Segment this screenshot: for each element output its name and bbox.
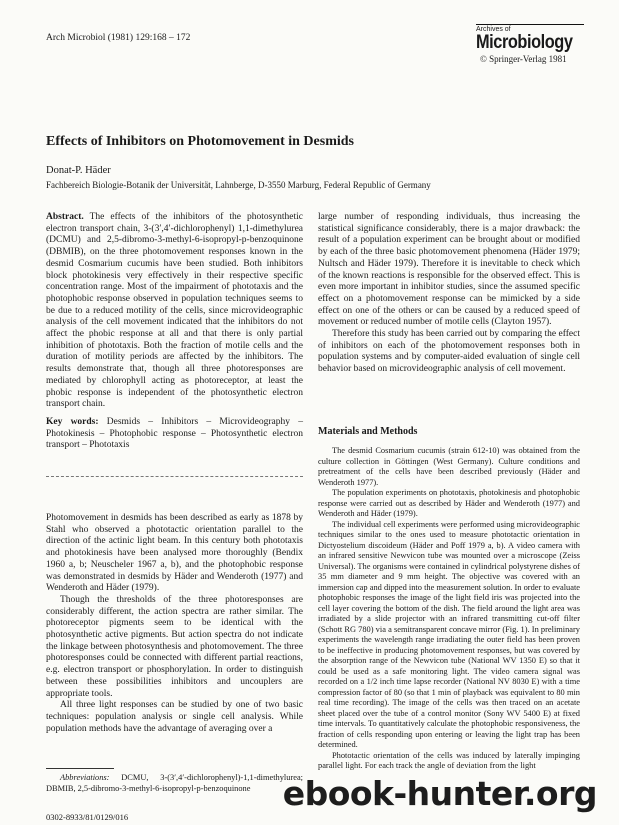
intro-paragraph-2: Though the thresholds of the three photoresponses are considerably different, the action spectra are rather similar. The photoreceptor pigments seem to be identical with the photosynthetic active pigments. But action spectra do not indicate the linkage between photosynthesis and photomovement. The three photoresponses could be connected with different partial reactions, e.g. electron transport or phosphorylation. In order to distinguish between these possibilities inhibitors and uncouplers are appropriate tools. <box>46 594 303 699</box>
article-author: Donat-P. Häder <box>46 165 111 176</box>
abstract-text: The effects of the inhibitors of the photosynthetic electron transport chain, 3-(3′,4′-dichlorophenyl) 1,1-dimethylurea (DCMU) and 2,5-dibromo-3-methyl-6-isopropyl-p-benzoquinone (DBMIB), on the three photomovement responses known in the desmid Cosmarium cucumis have been studied. Both inhibitors block photokinesis very effectively in their respective specific concentration range. Most of the impairment of phototaxis and the photophobic response observed in population techniques seems to be due to a reduced motility of the cells, since microvideographic analysis of the cell movement indicated that the inhibitors do not affect the phobic response at all and that there is only partial inhibition of phototaxis. Both the fraction of motile cells and the duration of motility periods are affected by the inhibitors. The results demonstrate that, though all three photoresponses are mediated by chlorophyll acting as photoreceptor, at least the phobic response is independent of the photosynthetic electron transport chain. <box>46 212 303 410</box>
footnote-rule <box>46 768 114 769</box>
abstract-section <box>46 212 303 452</box>
methods-paragraph-4: Phototactic orientation of the cells was induced by laterally impinging parallel light. For each track the angle of deviation from the light <box>318 750 580 770</box>
issn-code: 0302-8933/81/0129/016 <box>46 812 129 822</box>
copyright-notice: © Springer-Verlag 1981 <box>480 54 567 64</box>
methods-paragraph-1: The desmid Cosmarium cucumis (strain 612-10) was obtained from the culture collection in Göttingen (West Germany). Culture conditions and pretreatment of the cells have been described previously (Häder and Wenderoth 1977). <box>318 446 580 487</box>
journal-logo <box>476 24 584 52</box>
intro-paragraph-4: large number of responding individuals, thus increasing the statistical significance considerably, there is a major drawback: the result of a population experiment can be brought about or modified by each of the three basic photomovement phenomena (Häder 1979; Nultsch and Häder 1979). Therefore it is inevitable to check which of the known reactions is responsible for the observed effect. This is even more important in inhibitor studies, since the assumed specific effect on a photomovement response can be mimicked by a side effect on one of the others or can be caused by a reduced speed of movement or reduced number of motile cells (Clayton 1957). <box>318 212 580 328</box>
introduction-section <box>46 513 303 735</box>
keywords-text: Desmids – Inhibitors – Microvideography – Photokinesis – Photophobic response – Photosynthetic electron transport – Phototaxis <box>46 416 303 451</box>
introduction-continued <box>318 212 580 376</box>
article-title: Effects of Inhibitors on Photomovement in Desmids <box>46 134 354 149</box>
journal-citation: Arch Microbiol (1981) 129:168 – 172 <box>46 33 191 43</box>
journal-logo-top: Archives of <box>476 24 584 33</box>
abbreviations-text: DCMU, 3-(3′,4′-dichlorophenyl)-1,1-dimethylurea; DBMIB, 2,5-dibromo-3-methyl-6-isopropyl-p-benzoquinone <box>46 773 303 793</box>
methods-paragraph-2: The population experiments on phototaxis, photokinesis and photophobic response were carried out as described by Häder and Wenderoth (1977) and Wenderoth and Häder (1979). <box>318 488 580 518</box>
abbreviations-label: Abbreviations: <box>60 773 110 782</box>
keywords-label: Key words: <box>46 416 99 427</box>
abbreviations-footnote <box>46 773 303 794</box>
watermark-text: ebook-hunter.org <box>282 774 597 813</box>
methods-paragraph-3: The individual cell experiments were performed using microvideographic techniques similar to the ones used to measure phototactic orientation in Dictyostelium discoideum (Häder and Poff 1979 a, b). A video camera with an infrared sensitive Newvicon tube was mounted over a microscope (Zeiss Universal). The organisms were contained in cylindrical polystyrene dishes of 35 mm diameter and 9 mm height. The objective was covered with an immersion cap and dipped into the measurement solution. In order to evaluate photophobic responses the image of the light field iris was projected into the cell layer covering the bottom of the dish. The field around the light area was irradiated by a slide projector with an infrared transmitting cut-off filter (Schott RG 780) via a semitransparent concave mirror (Fig. 1). In preliminary experiments the wavelength range irradiating the outer field has been proven to be ineffective in producing photomovement responses, but was covered by the absorption range of the Newvicon tube (National WV 1350 E) so that it could be used as a safe monitoring light. The video camera signal was recorded on a 1/2 inch time lapse recorder (National NV 8030 E) with a time compression factor of 80 (so that 1 min of playback was equivalent to 80 min real time recording). The image of the cells was then traced on an acetate sheet placed over the tube of a control monitor (Sony WV 5400 E) at fixed time intervals. To quantitatively calculate the photophobic responsiveness, the fraction of cells responding upon entering or leaving the light trap has been determined. <box>318 519 580 749</box>
section-divider <box>46 476 303 477</box>
journal-logo-name: Microbiology <box>476 32 573 53</box>
methods-heading: Materials and Methods <box>318 426 418 437</box>
intro-paragraph-5: Therefore this study has been carried out by comparing the effect of inhibitors on each of the photomovement responses both in population systems and by computer-aided evaluation of single cell behavior based on microvideographic analysis of cell movement. <box>318 329 580 375</box>
intro-paragraph-3: All three light responses can be studied by one of two basic techniques: population analysis or single cell analysis. While population methods have the advantage of averaging over a <box>46 700 303 734</box>
methods-section <box>318 446 580 772</box>
abstract-label: Abstract. <box>46 212 84 222</box>
intro-paragraph-1: Photomovement in desmids has been described as early as 1878 by Stahl who observed a phototactic orientation parallel to the direction of the actinic light beam. In this century both phototaxis and photokinesis have been analysed more thoroughly (Bendix 1960 a, b; Neuscheler 1967 a, b), and the photophobic response was demonstrated in desmids by Häder and Wenderoth (1977) and Wenderoth and Häder (1979). <box>46 513 303 594</box>
author-affiliation: Fachbereich Biologie-Botanik der Universität, Lahnberge, D-3550 Marburg, Federal Republic of Germany <box>46 180 431 190</box>
